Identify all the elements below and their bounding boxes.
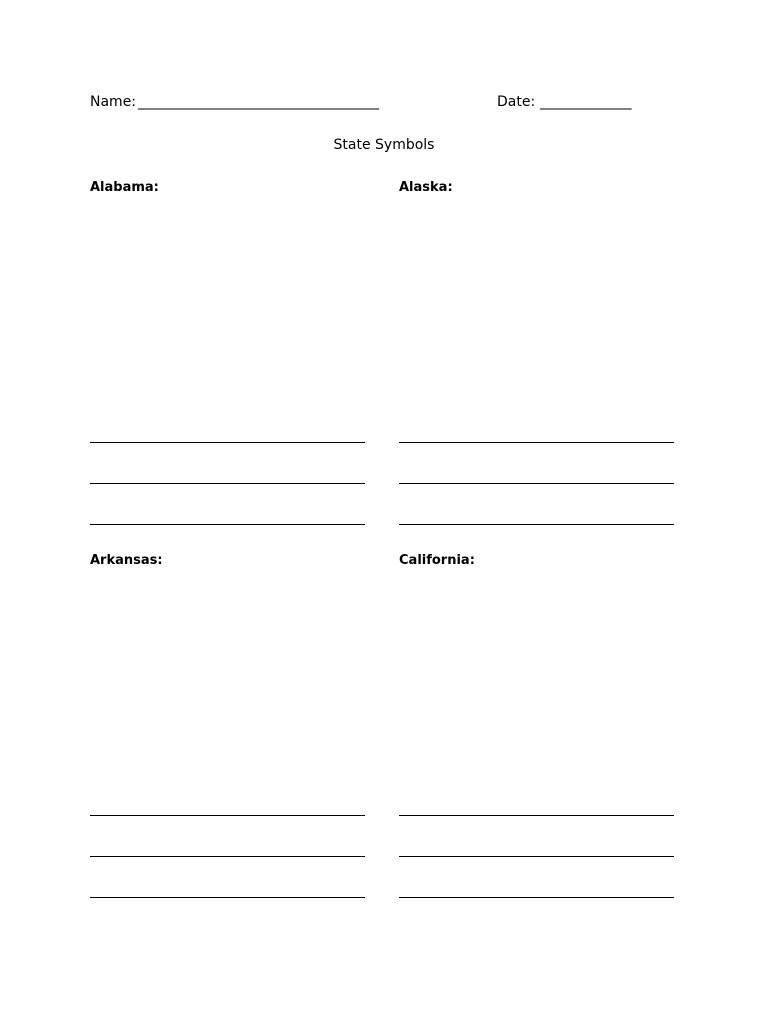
header-row (90, 94, 674, 114)
state-label: Alaska: (399, 180, 453, 195)
answer-line (90, 442, 365, 443)
answer-line (90, 815, 365, 816)
answer-line (399, 856, 674, 857)
answer-line (90, 856, 365, 857)
answer-line (399, 815, 674, 816)
answer-line (399, 524, 674, 525)
answer-line (399, 897, 674, 898)
state-label: Arkansas: (90, 553, 163, 568)
answer-line (90, 483, 365, 484)
date-blank-line: ______________ (540, 94, 631, 110)
answer-line (90, 897, 365, 898)
name-label: Name: (90, 94, 137, 110)
answer-line (399, 483, 674, 484)
state-label: California: (399, 553, 475, 568)
date-label: Date: (497, 94, 536, 110)
page-title: State Symbols (333, 137, 435, 153)
state-label: Alabama: (90, 180, 159, 195)
name-blank-line: _____________________________________ (138, 94, 379, 110)
answer-line (90, 524, 365, 525)
answer-line (399, 442, 674, 443)
